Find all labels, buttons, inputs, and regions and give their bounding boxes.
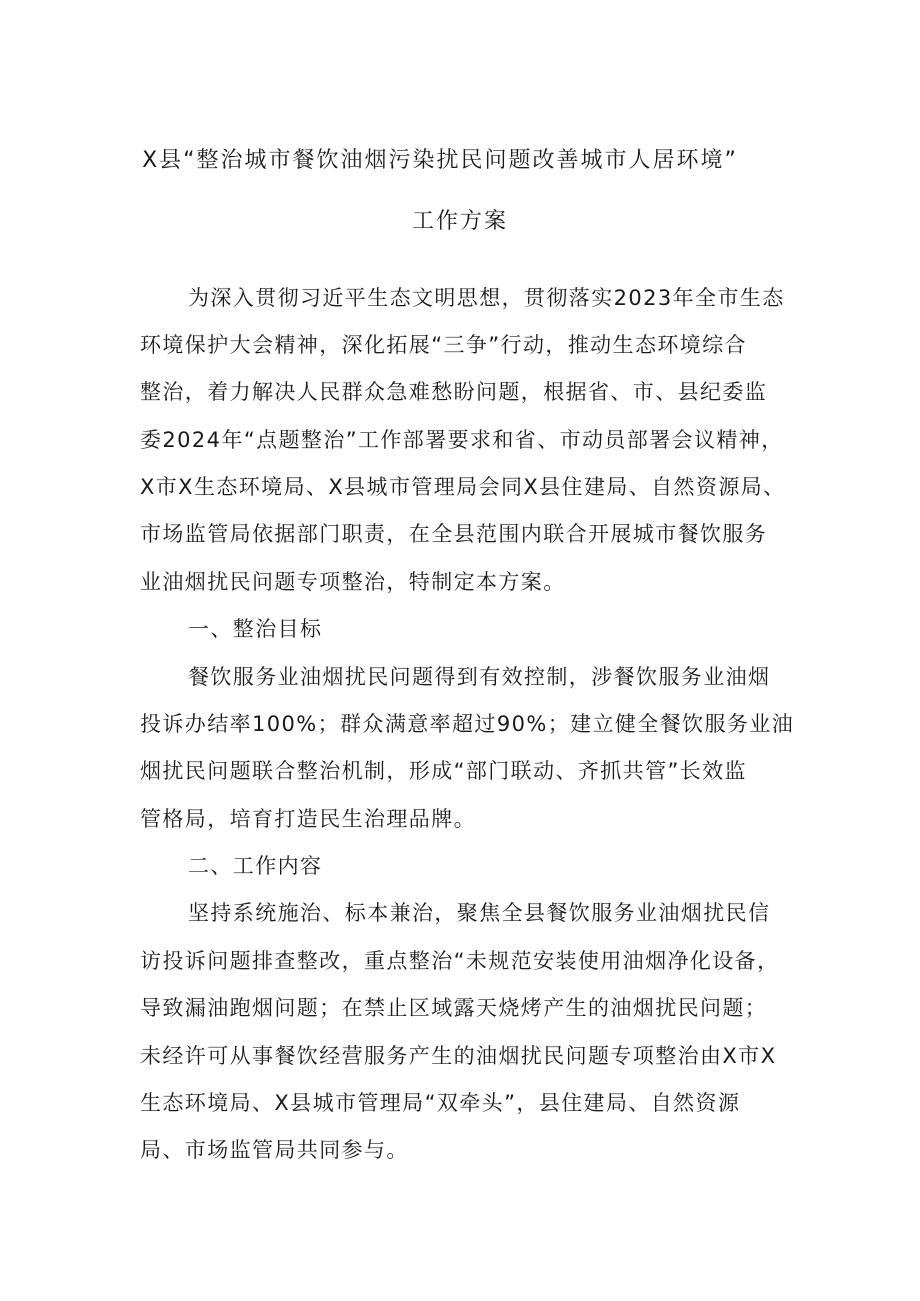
paragraph-line: 为深入贯彻习近平生态文明思想，贯彻落实2023年全市生态 <box>188 286 785 310</box>
paragraph-line: 管格局，培育打造民生治理品牌。 <box>140 807 476 831</box>
paragraph-line: 市场监管局依据部门职责，在全县范围内联合开展城市餐饮服务 <box>140 522 768 546</box>
paragraph-line: 餐饮服务业油烟扰民问题得到有效控制，涉餐饮服务业油烟 <box>188 665 771 689</box>
paragraph-line: 环境保护大会精神，深化拓展“三争”行动，推动生态环境综合 <box>140 333 747 357</box>
section-heading: 二、工作内容 <box>188 854 323 878</box>
paragraph-line: 导致漏油跑烟问题；在禁止区域露天烧烤产生的油烟扰民问题； <box>140 996 768 1020</box>
document-title: X县“整治城市餐饮油烟污染扰民问题改善城市人居环境” <box>142 148 738 173</box>
paragraph-line: 投诉办结率100%；群众满意率超过90%；建立健全餐饮服务业油 <box>140 712 795 736</box>
paragraph-line: 业油烟扰民问题专项整治，特制定本方案。 <box>140 570 566 594</box>
paragraph-line: 委2024年“点题整治”工作部署要求和省、市动员部署会议精神， <box>140 428 784 452</box>
paragraph-line: 整治，着力解决人民群众急难愁盼问题，根据省、市、县纪委监 <box>140 380 768 404</box>
paragraph-line: 访投诉问题排查整改，重点整治“未规范安装使用油烟净化设备， <box>140 949 780 973</box>
paragraph-line: 未经许可从事餐饮经营服务产生的油烟扰民问题专项整治由X市X <box>140 1044 777 1068</box>
section-heading: 一、整治目标 <box>188 617 323 641</box>
paragraph-line: 生态环境局、X县城市管理局“双牵头”，县住建局、自然资源 <box>140 1091 741 1115</box>
paragraph-line: X市X生态环境局、X县城市管理局会同X县住建局、自然资源局、 <box>140 475 786 499</box>
paragraph-line: 坚持系统施治、标本兼治，聚焦全县餐饮服务业油烟扰民信 <box>188 901 771 925</box>
document-subtitle: 工作方案 <box>411 209 508 234</box>
paragraph-line: 烟扰民问题联合整治机制，形成“部门联动、齐抓共管”长效监 <box>140 759 747 783</box>
paragraph-line: 局、市场监管局共同参与。 <box>140 1138 409 1162</box>
